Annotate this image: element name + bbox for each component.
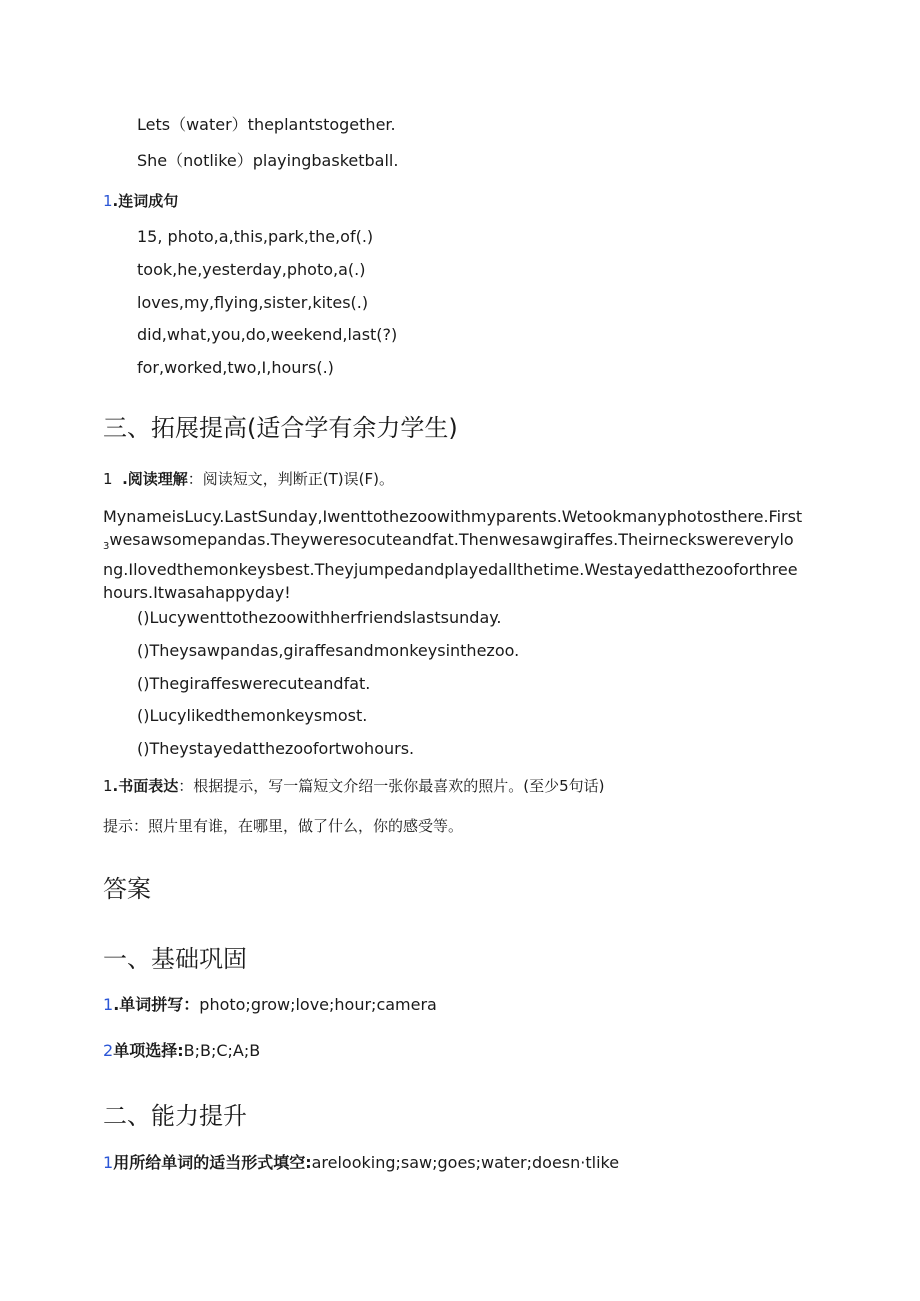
- fill-item: Lets（water）theplantstogether.: [137, 115, 396, 134]
- sentence-item: 15, photo,a,this,park,the,of(.): [137, 227, 374, 246]
- answer-line: 1.单词拼写：photo;grow;love;hour;camera: [103, 995, 437, 1014]
- item-number: 1: [103, 470, 113, 488]
- sentence-item: did,what,you,do,weekend,last(?): [137, 325, 398, 344]
- writing-title: .书面表达: [112, 777, 179, 795]
- section-3-title: 三、拓展提高(适合学有余力学生): [103, 414, 458, 442]
- reading-heading: [103, 469, 394, 489]
- reading-instruction: ：阅读短文，判断正(T)误(F)。: [187, 470, 394, 488]
- writing-instruction: ：根据提示，写一篇短文介绍一张你最喜欢的照片。(至少5句话): [178, 777, 605, 795]
- tf-question: ()Theysawpandas,giraffesandmonkeysinthezoo.: [137, 641, 520, 660]
- answers-title: 答案: [103, 875, 151, 903]
- section-heading: [103, 191, 178, 211]
- reading-title: .阅读理解: [122, 470, 188, 488]
- item-number: 1: [103, 192, 113, 210]
- item-number: 1: [103, 777, 113, 795]
- section-title: .连词成句: [112, 192, 179, 210]
- writing-heading: [103, 776, 605, 796]
- tf-question: ()Thegiraffeswerecuteandfat.: [137, 674, 371, 693]
- tf-question: ()Lucylikedthemonkeysmost.: [137, 706, 368, 725]
- sentence-item: loves,my,flying,sister,kites(.): [137, 293, 369, 312]
- answers-section-2-title: 二、能力提升: [103, 1102, 247, 1130]
- tf-question: ()Theystayedatthezoofortwohours.: [137, 739, 415, 758]
- sentence-item: for,worked,two,I,hours(.): [137, 358, 334, 377]
- reading-passage: MynameisLucy.LastSunday,Iwenttothezoowithmyparents.Wetookmanyphotosthere.First$_3$wesawsomepandas.Theyweresocuteandfat.Thenwesawgiraffes.Theirneckswereverylong.Ilovedthemonkeysbest.Theyjumpedandplayedallthetime.Westayedatthezooforthreehours.Itwasahappyday!: [103, 507, 803, 603]
- tf-question: ()Lucywenttothezoowithherfriendslastsunday.: [137, 608, 502, 627]
- answer-line: 1用所给单词的适当形式填空:arelooking;saw;goes;water;doesn·tlike: [103, 1153, 620, 1172]
- fill-item: She（notlike）playingbasketball.: [137, 151, 399, 170]
- answer-line: 2单项选择:B;B;C;A;B: [103, 1041, 261, 1060]
- answers-section-1-title: 一、基础巩固: [103, 945, 247, 973]
- writing-hint: 提示：照片里有谁，在哪里，做了什么，你的感受等。: [103, 817, 464, 835]
- sentence-item: took,he,yesterday,photo,a(.): [137, 260, 366, 279]
